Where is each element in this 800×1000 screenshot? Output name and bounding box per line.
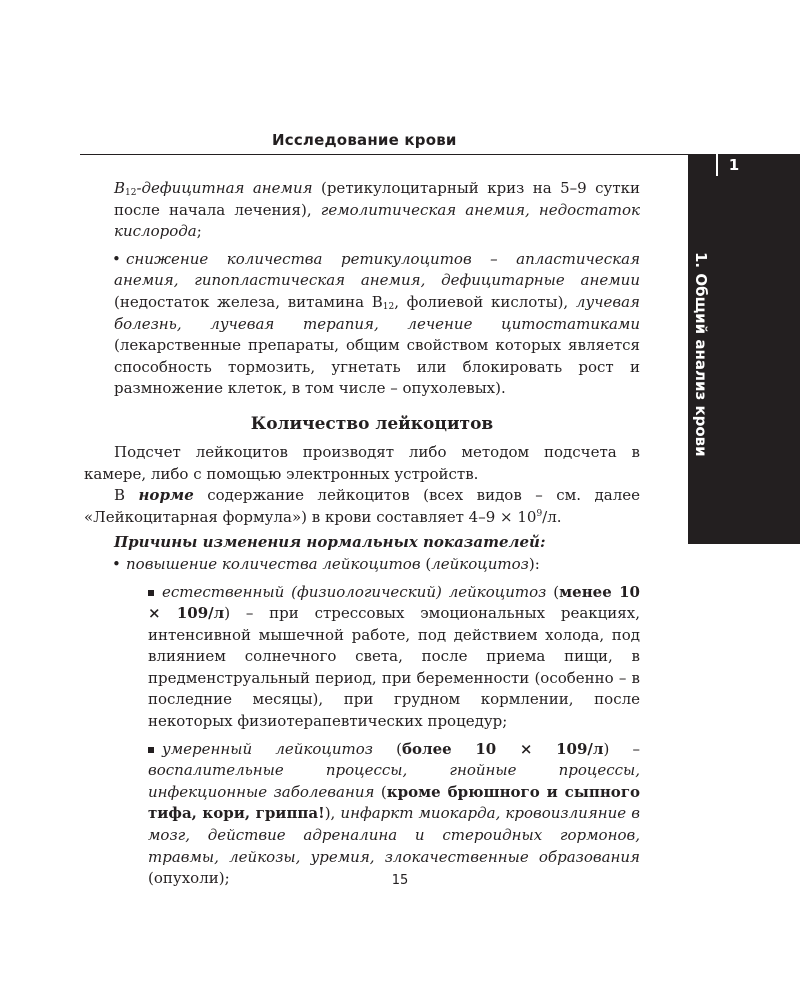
text-span: повышение количества лейкоцитов — [126, 554, 421, 573]
text-span: лейкоцитоз — [431, 554, 529, 573]
subscript: 12 — [125, 188, 137, 198]
text-span: лучевая болезнь, лучевая терапия, лечение цитостатиками — [114, 292, 640, 333]
text-span: ), — [324, 804, 341, 823]
text-span: (недостаток железа, витамина B — [114, 292, 383, 311]
text-span: воспалительные процессы, гнойные процессы, инфекционные заболевания — [148, 761, 640, 801]
text-span: ) – при стрессовых эмоциональных реакциях, интенсивной мышечной работе, под действием холода, под влиянием солнечного света, после приема пищи, в предменструальный период, при беременности (особенно – в последние месяцы), при грудном кормлении, после некоторых физиотерапевтических процедур; — [148, 604, 640, 731]
paragraph-b12 — [84, 178, 640, 243]
text-span: инфаркт миокарда, кровоизлияние в мозг, действие адреналина и стероидных гормонов, травмы, лейкозы, уремия, злокачественные образования — [148, 804, 640, 866]
chapter-number: 1 — [728, 156, 740, 174]
square-bullet — [148, 590, 154, 596]
text-span: ( — [374, 782, 387, 801]
causes-label: Причины изменения нормальных показателей: — [114, 533, 546, 552]
text-span: гемолитическая анемия, недостаток кислорода — [114, 200, 640, 241]
text-span: более 10 × 109/л — [402, 739, 604, 758]
paragraph-counting: Подсчет лейкоцитов производят либо методом подсчета в камере, либо с помощью электронных устройств. — [84, 442, 640, 483]
chapter-title: 1. Общий анализ крови — [692, 252, 710, 457]
text-span: (ретикулоцитарный криз на 5–9 сутки после начала лечения), — [114, 179, 640, 219]
bullet-marker: • — [112, 249, 121, 268]
superscript: 9 — [536, 508, 543, 519]
bullet-marker: • — [112, 554, 121, 573]
text-span: снижение количества ретикулоцитов – апластическая анемия, гипопластическая анемия, дефицитарные анемии — [114, 249, 640, 290]
text-span: содержание лейкоцитов (всех видов – см. далее «Лейкоцитарная формула») в крови составляет 4–9 × 10 — [84, 486, 640, 526]
text-span: В — [114, 486, 139, 505]
subscript: 12 — [382, 301, 395, 312]
text-span: ( — [372, 739, 403, 758]
text-span: менее 10 × 109/л — [148, 582, 640, 623]
text-span: (лекарственные препараты, общим свойством которых является способность тормозить, угнетать или блокировать рост и размножение клеток, в том числе – опухолевых). — [114, 336, 640, 398]
text-span: кроме брюшного и сыпного тифа, кори, гриппа! — [148, 782, 641, 823]
running-head-title: Исследование крови — [272, 131, 457, 149]
bullet-leukocytosis — [84, 554, 640, 576]
subitem-moderate — [84, 739, 640, 890]
paragraph-norm — [84, 485, 640, 528]
text-span: ): — [528, 554, 540, 573]
text-span: (опухоли); — [148, 869, 230, 888]
header-rule — [80, 154, 720, 155]
page-body — [84, 178, 640, 890]
section-heading: Количество лейкоцитов — [250, 413, 494, 434]
text-span: /л. — [542, 507, 562, 526]
text-span: ) – — [603, 739, 640, 758]
text-span: В — [114, 179, 126, 197]
square-bullet — [148, 747, 154, 753]
text-span: , фолиевой кислоты), — [394, 292, 576, 311]
text-span: ; — [196, 222, 202, 241]
text-span: норме — [138, 486, 194, 505]
text-span: ( — [420, 554, 432, 573]
text-span: ( — [546, 582, 560, 601]
subitem-physiological — [84, 582, 640, 733]
bullet-decrease-reticulocytes — [84, 249, 640, 400]
page-number: 15 — [391, 873, 409, 888]
text-span: естественный (физиологический) лейкоцитоз — [162, 582, 547, 601]
text-span: -дефицитная анемия — [136, 179, 313, 197]
text-span: умеренный лейкоцитоз — [162, 739, 373, 758]
